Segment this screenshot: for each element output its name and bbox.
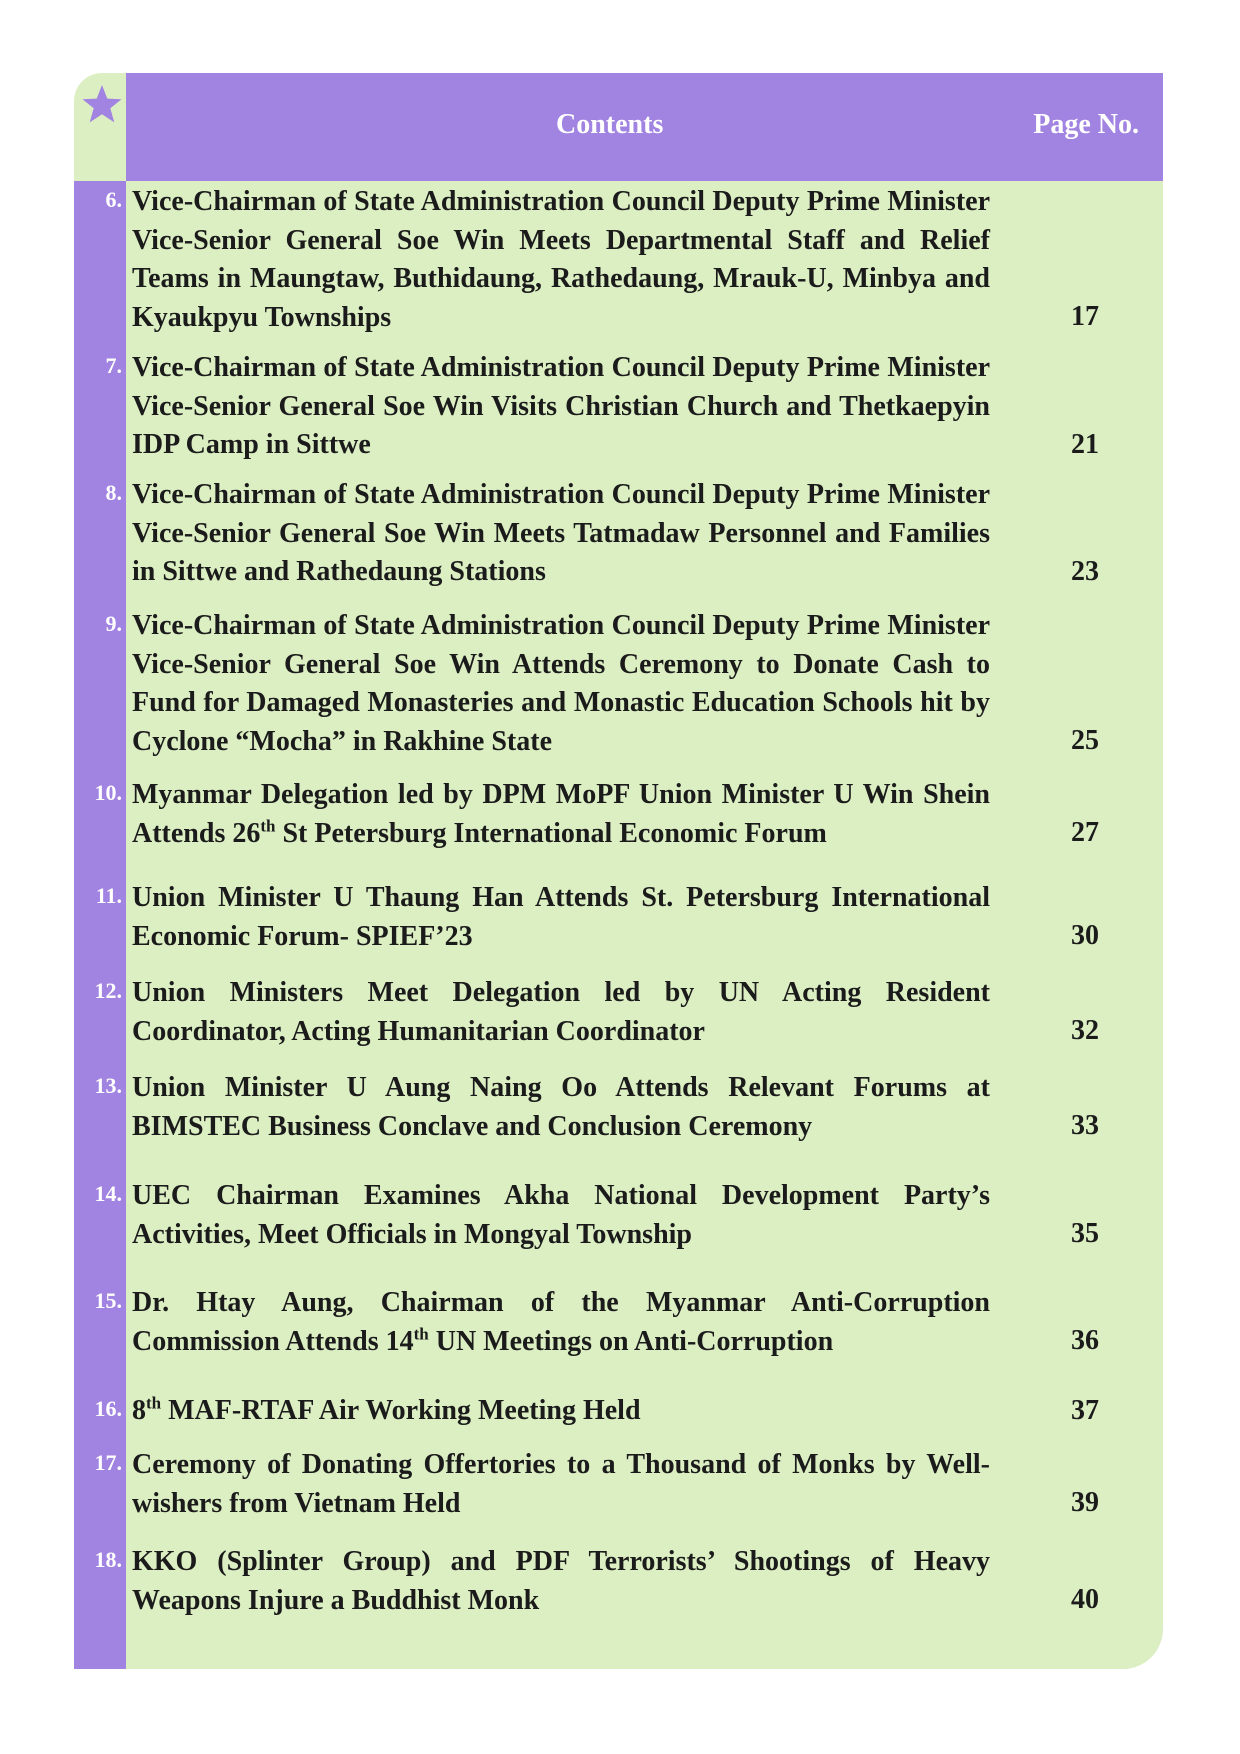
entry-title: Vice-Chairman of State Administration Council Deputy Prime Minister Vice-Senior General Soe Win Attends Ceremony to Donate Cash to Fund for Damaged Monasteries and Monastic Education Schools hit by Cyclone “Mocha” in Rakhine State [132, 610, 990, 757]
entry-number: 11. [95, 883, 122, 908]
entry-title: Dr. Htay Aung, Chairman of the Myanmar Anti-Corruption Commission Attends 14th UN Meetings on Anti-Corruption [132, 1287, 990, 1357]
contents-header [126, 73, 1163, 181]
entry-number: 9. [105, 611, 122, 636]
contents-heading: Contents [556, 109, 664, 140]
entry-page: 39 [1071, 1487, 1099, 1518]
entry-title: UEC Chairman Examines Akha National Development Party’s Activities, Meet Officials in Mongyal Township [132, 1180, 990, 1250]
left-stripe [74, 181, 126, 1669]
entry-number: 6. [105, 187, 122, 212]
entry-title: Union Minister U Thaung Han Attends St. Petersburg International Economic Forum- SPIEF’23 [132, 882, 990, 952]
entry-number: 10. [94, 780, 122, 805]
entry-number: 16. [94, 1396, 122, 1421]
entry-page: 37 [1071, 1395, 1099, 1426]
star-icon [80, 83, 124, 127]
entry-title: Vice-Chairman of State Administration Council Deputy Prime Minister Vice-Senior General Soe Win Visits Christian Church and Thetkaepyin IDP Camp in Sittwe [132, 352, 990, 460]
entry-number: 12. [94, 978, 122, 1003]
entry-title: Vice-Chairman of State Administration Council Deputy Prime Minister Vice-Senior General Soe Win Meets Departmental Staff and Relief Teams in Maungtaw, Buthidaung, Rathedaung, Mrauk-U, Minbya and Kyaukpyu Townships [132, 186, 990, 333]
entry-page: 30 [1071, 920, 1099, 951]
entry-number: 13. [94, 1073, 122, 1098]
entry-number: 15. [94, 1288, 122, 1313]
entry-page: 27 [1071, 817, 1099, 848]
entry-title: Union Minister U Aung Naing Oo Attends Relevant Forums at BIMSTEC Business Conclave and Conclusion Ceremony [132, 1072, 990, 1142]
entry-number: 18. [94, 1547, 122, 1572]
entry-page: 32 [1071, 1015, 1099, 1046]
entry-title: Ceremony of Donating Offertories to a Thousand of Monks by Well-wishers from Vietnam Held [132, 1449, 990, 1519]
entry-title: Vice-Chairman of State Administration Council Deputy Prime Minister Vice-Senior General Soe Win Meets Tatmadaw Personnel and Families in Sittwe and Rathedaung Stations [132, 479, 990, 587]
entry-title: 8th MAF-RTAF Air Working Meeting Held [132, 1393, 641, 1426]
entry-title: Union Ministers Meet Delegation led by UN Acting Resident Coordinator, Acting Humanitarian Coordinator [132, 977, 990, 1047]
entry-page: 21 [1071, 429, 1099, 460]
entry-number: 17. [94, 1450, 122, 1475]
entry-page: 23 [1071, 556, 1099, 587]
contents-panel [74, 73, 1163, 1669]
entry-page: 17 [1071, 301, 1099, 332]
entry-title: KKO (Splinter Group) and PDF Terrorists’ Shootings of Heavy Weapons Injure a Buddhist Monk [132, 1546, 990, 1616]
entry-page: 35 [1071, 1218, 1099, 1249]
entry-number: 8. [105, 480, 122, 505]
entry-page: 40 [1071, 1584, 1099, 1615]
entry-number: 7. [105, 353, 122, 378]
entry-title: Myanmar Delegation led by DPM MoPF Union Minister U Win Shein Attends 26th St Petersburg International Economic Forum [132, 779, 990, 849]
page-no-heading: Page No. [1033, 109, 1139, 140]
entry-page: 33 [1071, 1110, 1099, 1141]
entry-page: 25 [1071, 725, 1099, 756]
entry-number: 14. [94, 1181, 122, 1206]
entry-page: 36 [1071, 1325, 1099, 1356]
